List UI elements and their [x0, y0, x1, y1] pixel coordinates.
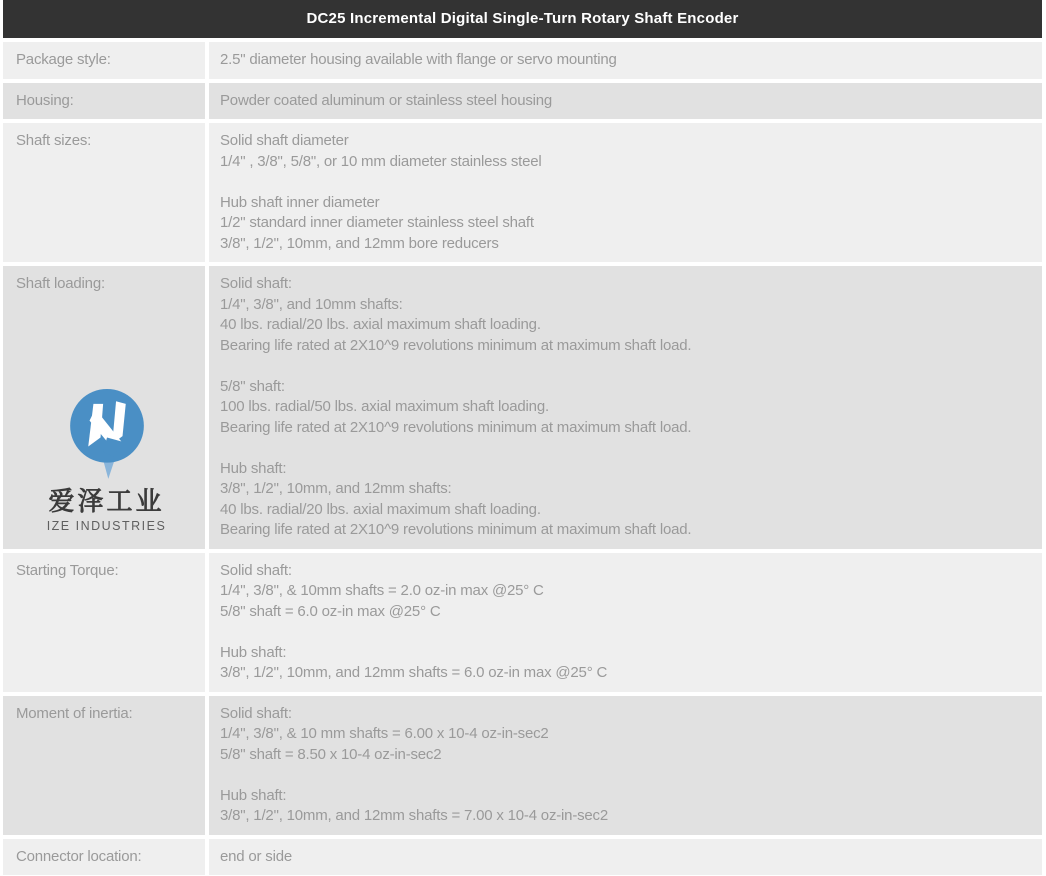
spec-value-line [220, 622, 1028, 643]
spec-value-line: 1/4", 3/8", & 10mm shafts = 2.0 oz-in max @25° C [220, 582, 544, 599]
spec-label-cell [3, 123, 205, 262]
table-title: DC25 Incremental Digital Single-Turn Rotary Shaft Encoder [3, 0, 1042, 38]
spec-value-cell [209, 839, 1042, 876]
spec-value-cell [209, 696, 1042, 835]
spec-value-line [220, 172, 1028, 193]
spec-rows [3, 42, 1042, 875]
spec-value-line [220, 765, 1028, 786]
spec-value-line: 5/8" shaft = 8.50 x 10-4 oz-in-sec2 [220, 745, 442, 763]
spec-value-line: Hub shaft: [220, 459, 287, 477]
spec-value-line: 2.5" diameter housing available with flange or servo mounting [220, 51, 617, 68]
spec-value-line: 1/4", 3/8", & 10 mm shafts = 6.00 x 10-4 oz-in-sec2 [220, 725, 549, 742]
spec-row-5 [3, 696, 1042, 835]
spec-value-line: Hub shaft: [220, 786, 287, 804]
spec-row-1 [3, 83, 1042, 120]
spec-value-line: Bearing life rated at 2X10^9 revolutions minimum at maximum shaft load. [220, 418, 692, 436]
spec-label: Housing: [16, 91, 74, 109]
ize-logo-chinese: 爱泽工业 [48, 485, 165, 516]
spec-value-line: Solid shaft: [220, 561, 292, 579]
spec-value-line [220, 356, 1028, 377]
spec-label: Shaft sizes: [16, 132, 92, 149]
spec-value-cell [209, 266, 1042, 549]
spec-value-line: Hub shaft: [220, 643, 287, 661]
spec-value-line: 3/8", 1/2", 10mm, and 12mm shafts: [220, 480, 452, 497]
spec-value-line: Bearing life rated at 2X10^9 revolutions minimum at maximum shaft load. [220, 336, 692, 354]
spec-value-cell [209, 123, 1042, 262]
spec-label-cell [3, 696, 205, 835]
spec-label: Starting Torque: [16, 561, 119, 579]
spec-label: Moment of inertia: [16, 704, 133, 722]
spec-row-4 [3, 553, 1042, 692]
spec-value-line: 1/4", 3/8", and 10mm shafts: [220, 295, 403, 313]
ize-logo-english: IZE INDUSTRIES [46, 518, 167, 533]
spec-value-line: 1/2" standard inner diameter stainless steel shaft [220, 214, 534, 231]
spec-value-line: 5/8" shaft: [220, 377, 285, 395]
spec-value-cell [209, 83, 1042, 120]
spec-value-cell [209, 553, 1042, 692]
spec-row-2 [3, 123, 1042, 262]
spec-value-line: 100 lbs. radial/50 lbs. axial maximum shaft loading. [220, 398, 549, 415]
spec-table [3, 0, 1042, 875]
spec-value-line: 5/8" shaft = 6.0 oz-in max @25° C [220, 602, 441, 620]
spec-value-line: Bearing life rated at 2X10^9 revolutions minimum at maximum shaft load. [220, 521, 692, 538]
ize-logo-icon [68, 387, 146, 484]
spec-label: Connector location: [16, 847, 142, 865]
spec-label-cell [3, 839, 205, 876]
spec-label: Shaft loading: [16, 275, 105, 292]
spec-value-line: Solid shaft diameter [220, 132, 349, 149]
spec-value-line: 3/8", 1/2", 10mm, and 12mm shafts = 6.0 oz-in max @25° C [220, 664, 608, 681]
spec-value-line: Solid shaft: [220, 704, 292, 722]
spec-label-cell [3, 83, 205, 120]
spec-row-6 [3, 839, 1042, 876]
spec-value-line: 40 lbs. radial/20 lbs. axial maximum shaft loading. [220, 500, 541, 518]
spec-value-line: 1/4" , 3/8", 5/8", or 10 mm diameter stainless steel [220, 152, 542, 170]
spec-label-cell [3, 42, 205, 79]
spec-value-line: end or side [220, 847, 293, 865]
spec-value-line: 3/8", 1/2", 10mm, and 12mm shafts = 7.00 x 10-4 oz-in-sec2 [220, 807, 608, 824]
spec-row-3 [3, 266, 1042, 549]
spec-label-cell [3, 266, 205, 549]
spec-value-line: 3/8", 1/2", 10mm, and 12mm bore reducers [220, 234, 499, 252]
spec-value-line [220, 438, 1028, 459]
spec-value-cell [209, 42, 1042, 79]
spec-row-0 [3, 42, 1042, 79]
spec-value-line: Hub shaft inner diameter [220, 193, 380, 211]
spec-value-line: 40 lbs. radial/20 lbs. axial maximum shaft loading. [220, 316, 541, 333]
spec-value-line: Solid shaft: [220, 275, 292, 292]
ize-logo [16, 387, 197, 534]
spec-label-cell [3, 553, 205, 692]
spec-value-line: Powder coated aluminum or stainless steel housing [220, 91, 553, 109]
spec-label: Package style: [16, 51, 111, 68]
